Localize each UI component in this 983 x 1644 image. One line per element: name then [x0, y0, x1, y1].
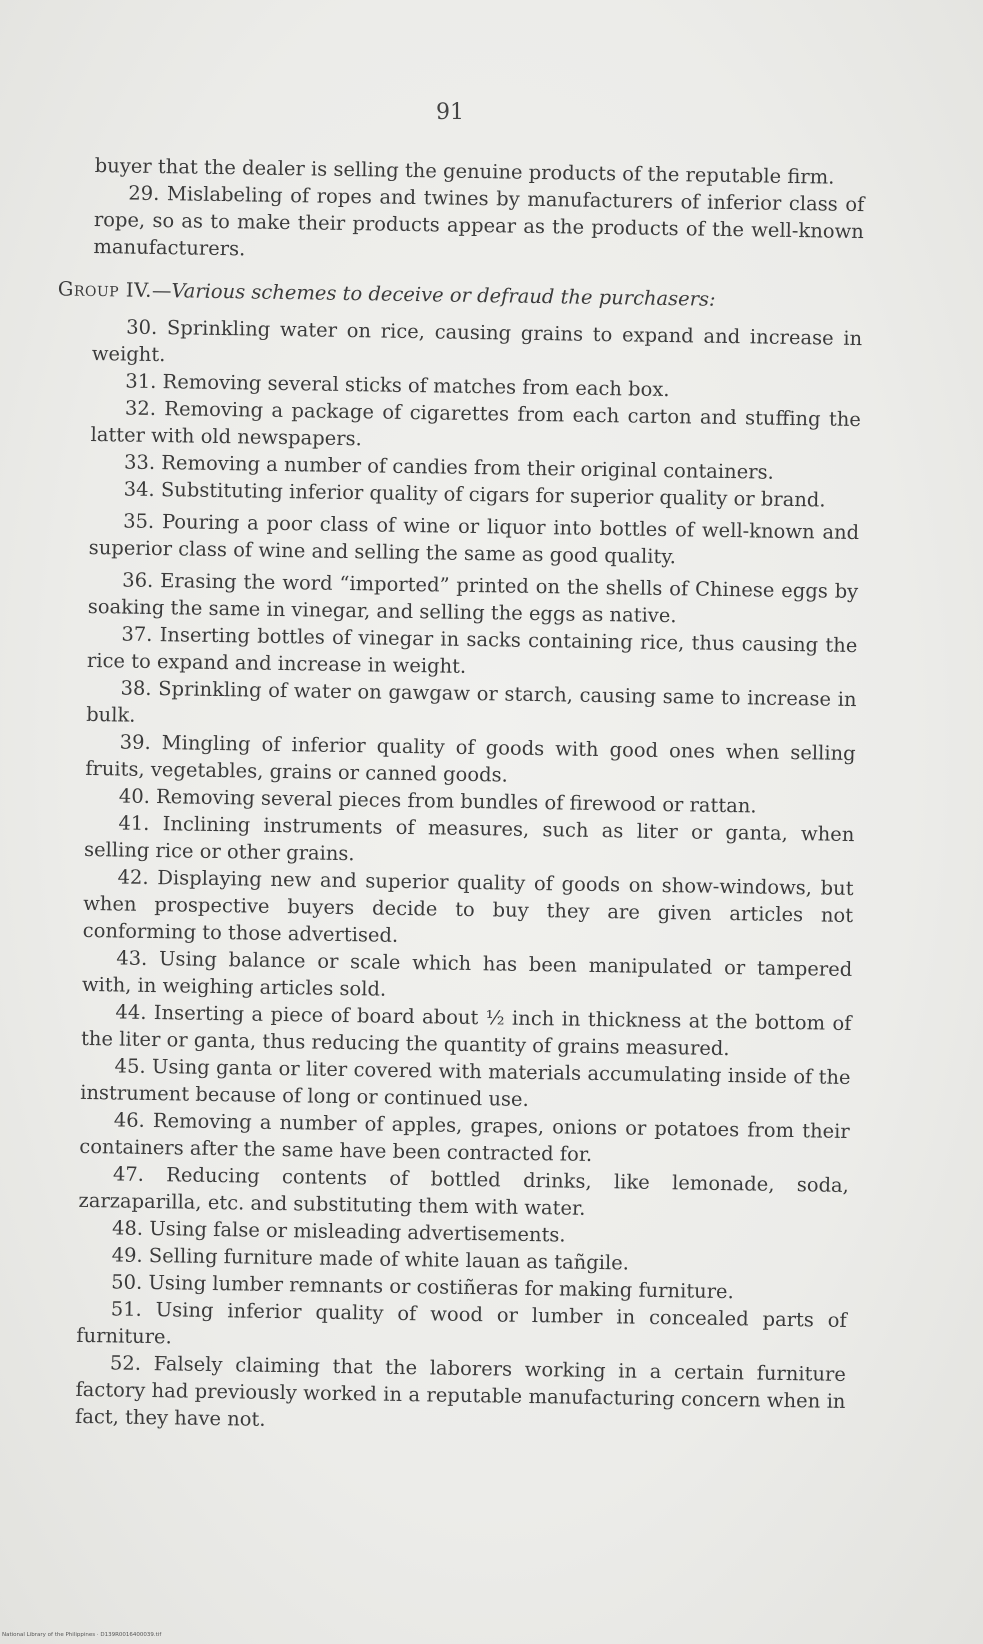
- list-item: 47. Reducing contents of bottled drinks, like lemonade, soda, zarzaparilla, etc. and substituting them with water.: [78, 1162, 850, 1220]
- list-item: 49. Selling furniture made of white lauan as tañgile.: [111, 1243, 630, 1275]
- list-item: 44. Inserting a piece of board about ½ inch in thickness at the bottom of the liter or ganta, thus reducing the quantity of grains measured.: [80, 1000, 852, 1061]
- list-item: 33. Removing a number of candies from their original containers.: [123, 450, 774, 484]
- list-item: 45. Using ganta or liter covered with materials accumulating inside of the instrument because of long or continued use.: [80, 1054, 851, 1111]
- list-item: 32. Removing a package of cigarettes from each carton and stuffing the latter with old newspapers.: [90, 396, 862, 451]
- list-item: 51. Using inferior quality of wood or lumber in concealed parts of furniture.: [76, 1297, 847, 1349]
- list-item: 46. Removing a number of apples, grapes, onions or potatoes from their containers after the same have been contracted for.: [79, 1108, 850, 1166]
- list-item: 52. Falsely claiming that the laborers working in a certain furniture factory had previously worked in a reputable manufacturing concern when in fact, they have not.: [74, 1351, 847, 1431]
- list-item: 41. Inclining instruments of measures, such as liter or ganta, when selling rice or other grains.: [83, 811, 855, 866]
- list-item: 39. Mingling of inferior quality of goods with good ones when selling fruits, vegetables, grains or canned goods.: [85, 730, 856, 787]
- group-title: Various schemes to deceive or defraud the purchasers:: [171, 279, 716, 311]
- list-item: 29. Mislabeling of ropes and twines by manufacturers of inferior class of rope, so as to make their products appear as the products of the well-known manufacturers.: [93, 181, 865, 261]
- group-label: Group IV.: [57, 277, 153, 302]
- list-item: 48. Using false or misleading advertisements.: [111, 1216, 566, 1247]
- page-body: [57, 152, 865, 1442]
- list-item: 43. Using balance or scale which has been manipulated or tampered with, in weighing articles sold.: [81, 946, 853, 1001]
- continued-paragraph: buyer that the dealer is selling the genuine products of the reputable firm.: [94, 153, 835, 189]
- page-number: 91: [436, 100, 464, 125]
- list-item: 35. Pouring a poor class of wine or liquor into bottles of well-known and superior class of wine and selling the same as good quality.: [88, 509, 860, 569]
- list-item: 31. Removing several sticks of matches from each box.: [125, 369, 670, 402]
- archive-footer: National Library of the Philippines · D139R0016400039.tif: [2, 1632, 162, 1638]
- list-item: 30. Sprinkling water on rice, causing grains to expand and increase in weight.: [91, 315, 863, 367]
- group-heading: [58, 275, 863, 315]
- list-item: 50. Using lumber remnants or costiñeras for making furniture.: [111, 1270, 734, 1304]
- list-item: 34. Substituting inferior quality of cigars for superior quality or brand.: [123, 477, 826, 512]
- list-item: 38. Sprinkling of water on gawgaw or starch, causing same to increase in bulk.: [85, 676, 857, 727]
- list-item: 40. Removing several pieces from bundles of firewood or rattan.: [118, 784, 757, 818]
- list-item: 42. Displaying new and superior quality of goods on show-windows, but when prospective buyers decide to buy they are given articles not conforming to those advertised.: [82, 865, 854, 947]
- list-item: 37. Inserting bottles of vinegar in sacks containing rice, thus causing the rice to expand and increase in weight.: [86, 622, 858, 678]
- group-dash: —: [151, 278, 172, 303]
- list-item: 36. Erasing the word “imported” printed on the shells of Chinese eggs by soaking the same in vinegar, and selling the eggs as native.: [87, 568, 859, 628]
